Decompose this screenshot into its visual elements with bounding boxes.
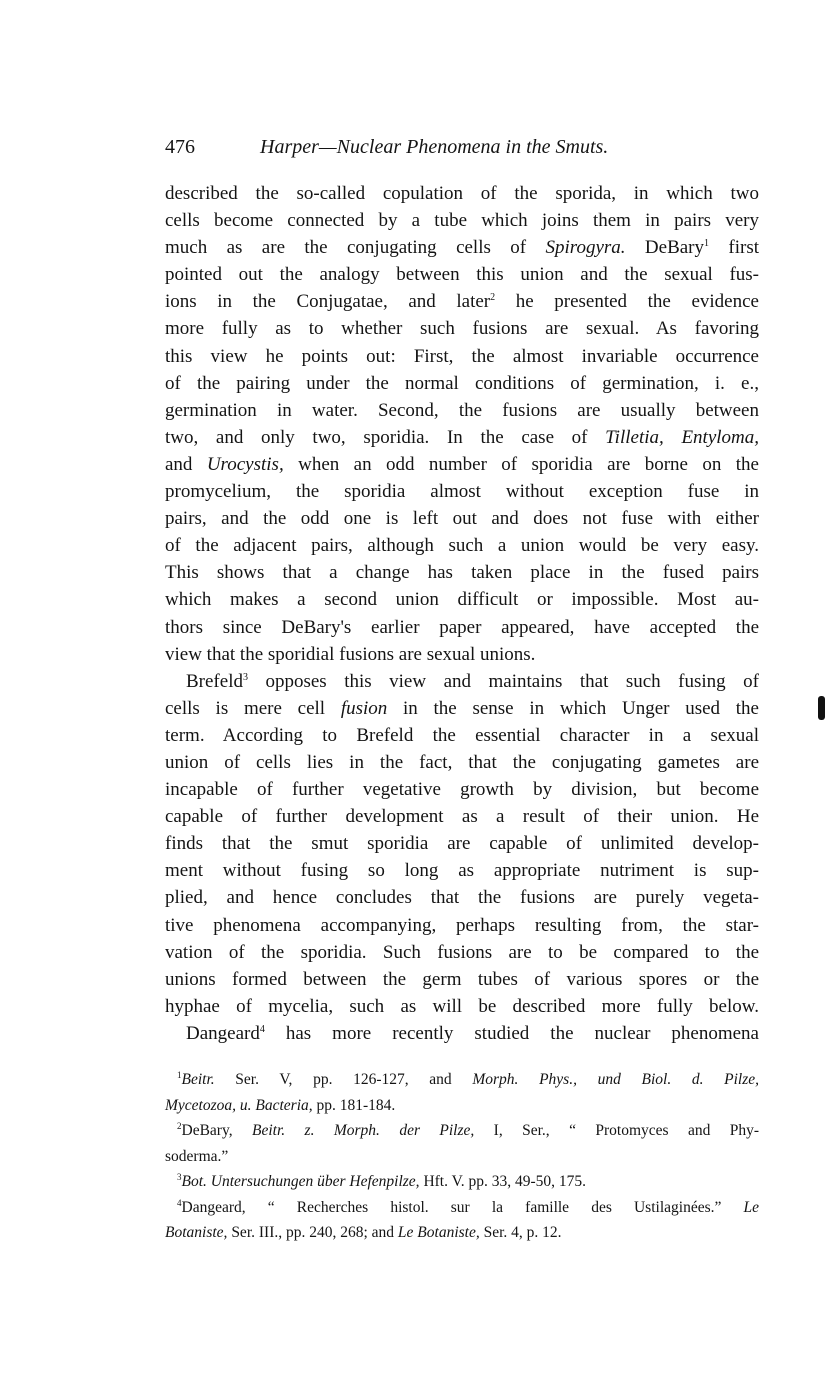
text-line: term. According to Brefeld the essential character in a sexual <box>165 724 759 746</box>
citation-title: Beitr. <box>181 1071 215 1088</box>
margin-ink-mark <box>818 696 825 720</box>
text-run: two, and only two, sporidia. In the case of <box>165 426 606 448</box>
text-line: this view he points out: First, the almost invariable occurrence <box>165 345 759 367</box>
footnote-line <box>165 1093 759 1119</box>
citation-title: Bot. Untersuchungen über Hefenpilze, <box>181 1173 420 1190</box>
text-line <box>165 288 759 315</box>
footnote-line <box>165 1195 759 1221</box>
footnote-1 <box>165 1067 759 1118</box>
text-line: more fully as to whether such fusions are sexual. As favoring <box>165 318 759 340</box>
text-line: of the adjacent pairs, although such a union would be very easy. <box>165 535 759 557</box>
text-line <box>165 234 759 261</box>
text-run: Brefeld <box>186 670 243 692</box>
citation-title: Morph. Phys., und Biol. d. Pilze, <box>472 1071 760 1088</box>
footnote-line <box>165 1067 759 1093</box>
text-line <box>165 668 759 695</box>
paragraph-2 <box>165 668 759 1020</box>
text-run: first <box>709 237 760 259</box>
genus-name: Entyloma, <box>681 426 760 448</box>
text-line: which makes a second union difficult or impossible. Most au- <box>165 589 759 611</box>
footnote-2 <box>165 1118 759 1169</box>
footnote-line: soderma.” <box>165 1147 229 1165</box>
text-run: pp. 181-184. <box>312 1096 396 1114</box>
footnote-number: 1 <box>177 1070 182 1080</box>
text-run: and <box>165 453 207 475</box>
citation-title: Beitr. z. Morph. der Pilze, <box>251 1122 475 1139</box>
text-line <box>165 695 759 722</box>
citation-title: Le <box>743 1198 759 1216</box>
footnote-ref: 2 <box>490 292 496 304</box>
text-line: germination in water. Second, the fusions are usually between <box>165 399 759 421</box>
text-line: incapable of further vegetative growth by division, but become <box>165 779 759 801</box>
text-line: This shows that a change has taken place in the fused pairs <box>165 562 759 584</box>
footnote-4 <box>165 1195 759 1246</box>
footnote-ref: 3 <box>242 671 248 683</box>
text-line: plied, and hence concludes that the fusions are purely vegeta- <box>165 887 759 909</box>
text-run: I, Ser., “ Protomyces and Phy- <box>474 1122 760 1139</box>
text-line: tive phenomena accompanying, perhaps resulting from, the star- <box>165 914 759 936</box>
footnote-line <box>165 1169 759 1195</box>
text-line: promycelium, the sporidia almost without exception fuse in <box>165 481 759 503</box>
text-line: union of cells lies in the fact, that the conjugating gametes are <box>165 751 759 773</box>
text-run: Dangeard <box>186 1022 260 1044</box>
footnote-ref: 4 <box>259 1023 265 1035</box>
text-line: thors since DeBary's earlier paper appeared, have accepted the <box>165 616 759 638</box>
footnote-line <box>165 1118 759 1144</box>
text-line <box>165 451 759 478</box>
footnote-number: 2 <box>177 1121 182 1131</box>
footnote-ref: 1 <box>704 238 710 250</box>
body-text <box>165 180 759 1047</box>
footnote-number: 4 <box>177 1197 182 1208</box>
text-run: when an odd number of sporidia are borne on the <box>283 453 759 475</box>
citation-title: Le Botaniste, <box>397 1224 480 1241</box>
text-line: unions formed between the germ tubes of various spores or the <box>165 968 759 990</box>
paragraph-1 <box>165 180 759 668</box>
text-run: DeBary <box>625 237 705 259</box>
text-line: pairs, and the odd one is left out and does not fuse with either <box>165 508 759 530</box>
text-line: vation of the sporidia. Such fusions are to be compared to the <box>165 941 759 963</box>
text-line: described the so-called copulation of the sporida, in which two <box>165 183 759 204</box>
text-line: pointed out the analogy between this union and the sexual fus- <box>165 264 759 286</box>
text-line: hyphae of mycelia, such as will be described more fully below. <box>165 995 759 1017</box>
text-run: cells is mere cell <box>165 697 341 719</box>
text-run: has more recently studied the nuclear phenomena <box>264 1022 759 1044</box>
footnote-3 <box>165 1169 759 1195</box>
text-run: Dangeard, “ Recherches histol. sur la famille des Ustilaginées.” <box>181 1198 744 1216</box>
text-run: Ser. 4, p. 12. <box>479 1224 562 1241</box>
text-line: ment without fusing so long as appropriate nutriment is sup- <box>165 860 759 882</box>
text-run: Hft. V. pp. 33, 49-50, 175. <box>419 1173 587 1190</box>
text-run: Ser. III., pp. 240, 268; and <box>227 1224 398 1241</box>
genus-name: Tilletia, <box>605 426 664 448</box>
genus-name: Spirogyra. <box>545 237 626 259</box>
text-line: view that the sporidial fusions are sexual unions. <box>165 643 536 665</box>
text-run: DeBary, <box>181 1122 252 1139</box>
text-run: Ser. V, pp. 126-127, and <box>214 1071 473 1088</box>
text-run: ions in the Conjugatae, and later <box>165 291 491 313</box>
footnotes <box>165 1067 759 1246</box>
footnote-number: 3 <box>177 1172 182 1182</box>
text-run: in the sense in which Unger used the <box>387 697 759 719</box>
text-run: he presented the evidence <box>495 291 759 313</box>
text-run: opposes this view and maintains that such fusing of <box>247 670 759 692</box>
text-line: of the pairing under the normal conditions of germination, i. e., <box>165 372 759 394</box>
emphasis: fusion <box>340 697 388 719</box>
text-run <box>664 427 682 448</box>
genus-name: Urocystis, <box>206 453 284 475</box>
page-number: 476 <box>165 136 195 158</box>
running-head: Harper—Nuclear Phenomena in the Smuts. <box>260 136 609 158</box>
footnote-line <box>165 1220 759 1246</box>
citation-title: Mycetozoa, u. Bacteria, <box>165 1096 313 1114</box>
text-line <box>165 424 759 451</box>
citation-title: Botaniste, <box>165 1224 228 1241</box>
text-line: capable of further development as a result of their union. He <box>165 806 759 828</box>
text-line: cells become connected by a tube which joins them in pairs very <box>165 210 759 232</box>
paragraph-3 <box>165 1020 759 1047</box>
text-line <box>165 1020 759 1047</box>
text-run: much as are the conjugating cells of <box>165 237 546 259</box>
text-line: finds that the smut sporidia are capable of unlimited develop- <box>165 833 759 855</box>
